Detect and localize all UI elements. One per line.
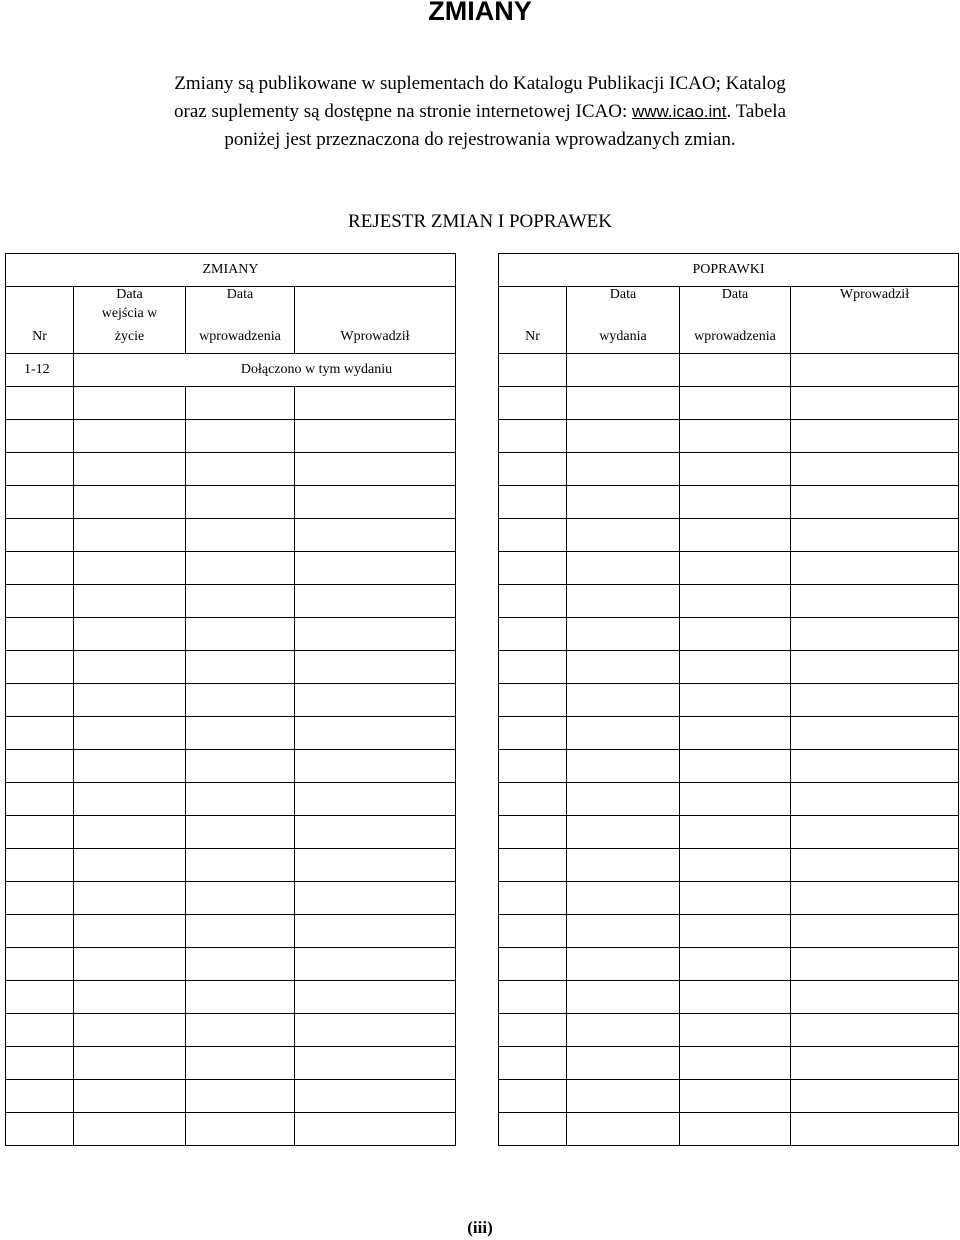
- empty-cell: [6, 948, 74, 981]
- empty-cell: [680, 1080, 791, 1113]
- empty-cell: [186, 552, 295, 585]
- empty-row: [6, 618, 456, 651]
- empty-cell: [186, 1113, 295, 1146]
- empty-row: [6, 882, 456, 915]
- empty-cell: [567, 882, 680, 915]
- empty-cell: [680, 783, 791, 816]
- empty-cell: [680, 1113, 791, 1146]
- empty-cell: [680, 420, 791, 453]
- empty-cell: [567, 552, 680, 585]
- empty-cell: [567, 519, 680, 552]
- empty-cell: [74, 750, 186, 783]
- empty-cell: [295, 420, 456, 453]
- empty-cell: [680, 915, 791, 948]
- empty-row: [6, 453, 456, 486]
- empty-row: [499, 1047, 959, 1080]
- empty-cell: [567, 915, 680, 948]
- header-nr: Nr: [6, 287, 74, 354]
- empty-cell: [295, 1014, 456, 1047]
- empty-cell: [295, 849, 456, 882]
- empty-row: [6, 981, 456, 1014]
- empty-cell: [295, 519, 456, 552]
- header-entered-by: Wprowadził: [791, 287, 959, 354]
- empty-cell: [295, 651, 456, 684]
- header-entered-by: Wprowadził: [295, 287, 456, 354]
- page-title: ZMIANY: [428, 0, 532, 26]
- empty-cell: [499, 354, 567, 387]
- empty-cell: [567, 420, 680, 453]
- empty-cell: [680, 354, 791, 387]
- empty-cell: [791, 717, 959, 750]
- empty-row: [6, 420, 456, 453]
- empty-cell: [295, 618, 456, 651]
- empty-cell: [567, 849, 680, 882]
- intro-text-end: . Tabela poniżej jest przeznaczona do rejestrowania wprowadzanych zmian.: [224, 101, 786, 150]
- empty-cell: [567, 1047, 680, 1080]
- empty-cell: [6, 387, 74, 420]
- empty-row: [499, 849, 959, 882]
- empty-cell: [499, 618, 567, 651]
- empty-cell: [680, 453, 791, 486]
- empty-cell: [6, 519, 74, 552]
- empty-cell: [295, 750, 456, 783]
- empty-cell: [680, 849, 791, 882]
- empty-row: [499, 651, 959, 684]
- empty-row: [499, 519, 959, 552]
- empty-cell: [186, 486, 295, 519]
- empty-cell: [567, 981, 680, 1014]
- row-nr: 1-12: [6, 354, 74, 387]
- empty-cell: [186, 915, 295, 948]
- empty-cell: [74, 420, 186, 453]
- empty-cell: [295, 783, 456, 816]
- empty-cell: [567, 453, 680, 486]
- page-number: (iii): [467, 1218, 493, 1237]
- empty-row: [6, 1080, 456, 1113]
- empty-cell: [186, 948, 295, 981]
- empty-cell: [567, 1014, 680, 1047]
- register-title: REJESTR ZMIAN I POPRAWEK: [348, 211, 612, 232]
- empty-cell: [680, 816, 791, 849]
- empty-row: [499, 948, 959, 981]
- empty-cell: [74, 486, 186, 519]
- empty-cell: [6, 1080, 74, 1113]
- empty-cell: [295, 717, 456, 750]
- empty-cell: [295, 585, 456, 618]
- intro-text: Zmiany są publikowane w suplementach do Katalogu Publikacji ICAO; Katalog oraz suplementy są dostępne na stronie internetowej ICAO:: [174, 73, 786, 122]
- empty-cell: [6, 486, 74, 519]
- empty-cell: [499, 849, 567, 882]
- empty-cell: [499, 948, 567, 981]
- empty-cell: [186, 618, 295, 651]
- empty-cell: [680, 981, 791, 1014]
- table-row: [6, 354, 456, 387]
- empty-cell: [74, 717, 186, 750]
- empty-cell: [791, 651, 959, 684]
- empty-cell: [680, 717, 791, 750]
- empty-cell: [186, 1014, 295, 1047]
- empty-cell: [791, 1113, 959, 1146]
- empty-cell: [74, 1047, 186, 1080]
- empty-cell: [295, 981, 456, 1014]
- empty-cell: [499, 552, 567, 585]
- empty-cell: [186, 387, 295, 420]
- empty-cell: [567, 354, 680, 387]
- empty-cell: [74, 585, 186, 618]
- empty-cell: [186, 420, 295, 453]
- empty-cell: [499, 453, 567, 486]
- empty-cell: [567, 1080, 680, 1113]
- empty-cell: [6, 1047, 74, 1080]
- empty-cell: [186, 651, 295, 684]
- empty-cell: [74, 783, 186, 816]
- empty-cell: [791, 420, 959, 453]
- empty-cell: [499, 750, 567, 783]
- empty-cell: [295, 684, 456, 717]
- empty-cell: [186, 519, 295, 552]
- empty-cell: [295, 387, 456, 420]
- empty-row: [499, 453, 959, 486]
- empty-cell: [74, 1014, 186, 1047]
- empty-row: [6, 585, 456, 618]
- empty-cell: [186, 1047, 295, 1080]
- empty-cell: [6, 453, 74, 486]
- empty-row: [6, 684, 456, 717]
- empty-cell: [791, 981, 959, 1014]
- empty-cell: [74, 552, 186, 585]
- empty-cell: [499, 651, 567, 684]
- empty-cell: [499, 816, 567, 849]
- empty-row: [499, 750, 959, 783]
- empty-cell: [680, 948, 791, 981]
- empty-row: [499, 783, 959, 816]
- empty-cell: [6, 915, 74, 948]
- empty-cell: [680, 651, 791, 684]
- empty-cell: [499, 915, 567, 948]
- empty-cell: [567, 618, 680, 651]
- empty-row: [499, 585, 959, 618]
- empty-cell: [186, 684, 295, 717]
- amendments-section-label: ZMIANY: [6, 254, 456, 287]
- empty-cell: [499, 882, 567, 915]
- empty-cell: [791, 750, 959, 783]
- empty-cell: [6, 618, 74, 651]
- row-note: Dołączono w tym wydaniu: [74, 354, 456, 387]
- empty-row: [6, 519, 456, 552]
- empty-row: [499, 618, 959, 651]
- empty-cell: [791, 684, 959, 717]
- empty-cell: [499, 684, 567, 717]
- empty-row: [499, 816, 959, 849]
- empty-row: [6, 750, 456, 783]
- empty-row: [499, 915, 959, 948]
- corrigenda-empty-rows: [499, 354, 959, 1146]
- empty-cell: [295, 552, 456, 585]
- empty-row: [499, 420, 959, 453]
- header-entry-date: Data wprowadzenia: [186, 287, 295, 354]
- amendments-table: [5, 253, 456, 1146]
- empty-cell: [74, 816, 186, 849]
- empty-cell: [499, 585, 567, 618]
- empty-cell: [791, 783, 959, 816]
- empty-cell: [567, 750, 680, 783]
- empty-cell: [499, 486, 567, 519]
- empty-cell: [74, 387, 186, 420]
- empty-cell: [567, 684, 680, 717]
- empty-cell: [186, 1080, 295, 1113]
- empty-cell: [791, 882, 959, 915]
- empty-cell: [791, 618, 959, 651]
- empty-cell: [567, 651, 680, 684]
- empty-cell: [6, 816, 74, 849]
- empty-cell: [295, 1047, 456, 1080]
- empty-cell: [499, 1014, 567, 1047]
- empty-row: [499, 1014, 959, 1047]
- empty-cell: [186, 849, 295, 882]
- empty-row: [499, 981, 959, 1014]
- empty-cell: [186, 882, 295, 915]
- empty-cell: [295, 1080, 456, 1113]
- empty-cell: [791, 486, 959, 519]
- empty-cell: [6, 684, 74, 717]
- empty-row: [6, 387, 456, 420]
- empty-cell: [791, 915, 959, 948]
- empty-cell: [499, 783, 567, 816]
- empty-cell: [791, 948, 959, 981]
- empty-cell: [74, 981, 186, 1014]
- empty-row: [6, 948, 456, 981]
- empty-cell: [680, 750, 791, 783]
- empty-cell: [567, 717, 680, 750]
- empty-cell: [6, 717, 74, 750]
- empty-cell: [499, 981, 567, 1014]
- empty-cell: [74, 651, 186, 684]
- empty-cell: [791, 1047, 959, 1080]
- empty-cell: [791, 849, 959, 882]
- empty-cell: [680, 882, 791, 915]
- empty-cell: [6, 552, 74, 585]
- empty-cell: [6, 849, 74, 882]
- empty-cell: [791, 585, 959, 618]
- empty-cell: [6, 420, 74, 453]
- empty-cell: [74, 519, 186, 552]
- empty-cell: [295, 816, 456, 849]
- empty-row: [499, 552, 959, 585]
- empty-cell: [74, 849, 186, 882]
- empty-cell: [6, 750, 74, 783]
- empty-cell: [295, 486, 456, 519]
- empty-cell: [680, 1047, 791, 1080]
- empty-row: [499, 717, 959, 750]
- empty-cell: [680, 519, 791, 552]
- empty-cell: [680, 486, 791, 519]
- empty-row: [6, 552, 456, 585]
- empty-cell: [499, 1080, 567, 1113]
- empty-row: [6, 915, 456, 948]
- empty-cell: [791, 1014, 959, 1047]
- header-nr: Nr: [499, 287, 567, 354]
- empty-cell: [499, 1113, 567, 1146]
- empty-cell: [567, 948, 680, 981]
- intro-paragraph: [160, 70, 800, 154]
- empty-row: [499, 387, 959, 420]
- empty-row: [6, 717, 456, 750]
- empty-cell: [74, 882, 186, 915]
- empty-cell: [186, 750, 295, 783]
- empty-cell: [74, 1080, 186, 1113]
- header-effective-date: Data wejścia w życie: [74, 287, 186, 354]
- empty-row: [6, 1047, 456, 1080]
- empty-cell: [74, 684, 186, 717]
- empty-cell: [295, 948, 456, 981]
- empty-cell: [295, 1113, 456, 1146]
- empty-cell: [186, 717, 295, 750]
- empty-row: [6, 849, 456, 882]
- empty-row: [499, 882, 959, 915]
- empty-row: [499, 684, 959, 717]
- empty-row: [499, 486, 959, 519]
- empty-cell: [567, 486, 680, 519]
- empty-cell: [791, 816, 959, 849]
- empty-cell: [567, 1113, 680, 1146]
- empty-cell: [6, 882, 74, 915]
- header-entry-date: Data wprowadzenia: [680, 287, 791, 354]
- corrigenda-table: [498, 253, 959, 1146]
- empty-cell: [680, 387, 791, 420]
- empty-cell: [186, 981, 295, 1014]
- empty-cell: [295, 453, 456, 486]
- empty-cell: [295, 882, 456, 915]
- empty-cell: [6, 1014, 74, 1047]
- empty-cell: [499, 717, 567, 750]
- amendments-empty-rows: [6, 387, 456, 1146]
- empty-cell: [499, 387, 567, 420]
- empty-cell: [74, 453, 186, 486]
- empty-cell: [6, 1113, 74, 1146]
- empty-cell: [680, 552, 791, 585]
- empty-cell: [567, 387, 680, 420]
- empty-cell: [186, 453, 295, 486]
- empty-cell: [74, 915, 186, 948]
- empty-cell: [295, 915, 456, 948]
- empty-cell: [567, 783, 680, 816]
- empty-cell: [186, 816, 295, 849]
- empty-cell: [6, 783, 74, 816]
- empty-cell: [6, 585, 74, 618]
- empty-cell: [680, 1014, 791, 1047]
- empty-cell: [499, 1047, 567, 1080]
- empty-cell: [791, 387, 959, 420]
- empty-cell: [6, 651, 74, 684]
- empty-cell: [74, 618, 186, 651]
- corrigenda-section-label: POPRAWKI: [499, 254, 959, 287]
- empty-cell: [499, 519, 567, 552]
- header-issue-date: Data wydania: [567, 287, 680, 354]
- empty-row: [6, 1014, 456, 1047]
- empty-cell: [791, 552, 959, 585]
- empty-cell: [680, 684, 791, 717]
- empty-cell: [680, 585, 791, 618]
- empty-cell: [791, 354, 959, 387]
- empty-cell: [186, 585, 295, 618]
- empty-row: [6, 486, 456, 519]
- empty-cell: [567, 585, 680, 618]
- empty-cell: [186, 783, 295, 816]
- empty-cell: [567, 816, 680, 849]
- empty-cell: [791, 1080, 959, 1113]
- empty-row: [499, 1080, 959, 1113]
- empty-row: [6, 651, 456, 684]
- empty-cell: [499, 420, 567, 453]
- empty-cell: [680, 618, 791, 651]
- empty-cell: [791, 519, 959, 552]
- empty-cell: [791, 453, 959, 486]
- empty-row: [499, 1113, 959, 1146]
- empty-cell: [6, 981, 74, 1014]
- empty-cell: [74, 948, 186, 981]
- icao-website-link[interactable]: www.icao.int: [632, 102, 727, 121]
- empty-row: [499, 354, 959, 387]
- empty-row: [6, 1113, 456, 1146]
- empty-row: [6, 783, 456, 816]
- empty-cell: [74, 1113, 186, 1146]
- empty-row: [6, 816, 456, 849]
